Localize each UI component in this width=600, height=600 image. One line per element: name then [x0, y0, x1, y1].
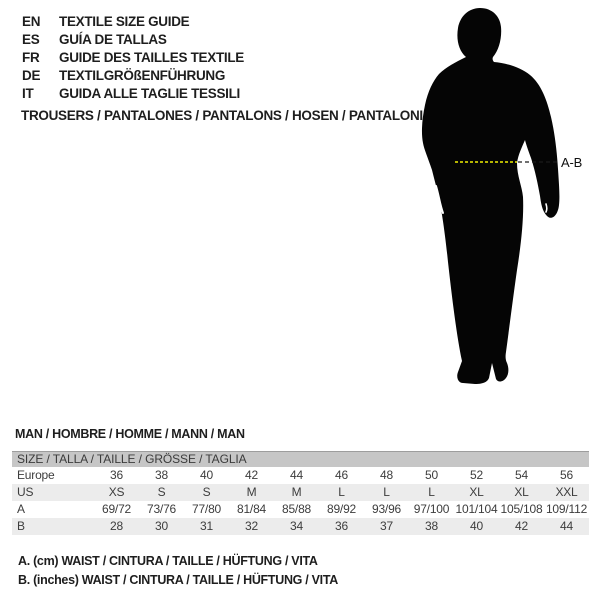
language-label: GUIDA ALLE TAGLIE TESSILI — [59, 86, 240, 101]
table-row-us — [12, 484, 589, 501]
table-cell: 85/88 — [281, 502, 312, 516]
row-label: Europe — [17, 468, 55, 482]
size-table-header: SIZE / TALLA / TAILLE / GRÖSSE / TAGLIA — [12, 451, 589, 467]
language-code: IT — [22, 86, 34, 101]
table-cell: 36 — [335, 519, 348, 533]
table-cell: 31 — [200, 519, 213, 533]
man-silhouette-svg — [405, 0, 600, 400]
table-row-b-inches — [12, 518, 589, 535]
note-a: A. (cm) WAIST / CINTURA / TAILLE / HÜFTUNG / VITA — [18, 554, 318, 568]
note-b: B. (inches) WAIST / CINTURA / TAILLE / HÜFTUNG / VITA — [18, 573, 338, 587]
table-cell: 89/92 — [326, 502, 357, 516]
table-row-europe — [12, 467, 589, 484]
language-row — [22, 67, 244, 85]
language-label: TEXTILE SIZE GUIDE — [59, 14, 190, 29]
table-cell: 56 — [560, 468, 573, 482]
table-cell: XXL — [555, 485, 578, 499]
table-cell: 44 — [290, 468, 303, 482]
table-cell: 105/108 — [500, 502, 543, 516]
table-cell: 52 — [470, 468, 483, 482]
language-row — [22, 49, 244, 67]
language-row — [22, 13, 244, 31]
table-cell: 50 — [425, 468, 438, 482]
language-code: DE — [22, 68, 41, 83]
table-cell: 48 — [380, 468, 393, 482]
table-cell: 42 — [245, 468, 258, 482]
table-cell: 32 — [245, 519, 258, 533]
table-cell: 38 — [155, 468, 168, 482]
category-title: TROUSERS / PANTALONES / PANTALONS / HOSEN / PANTALONI — [21, 108, 423, 123]
table-cell: XS — [108, 485, 125, 499]
row-label: A — [17, 502, 25, 516]
table-cell: L — [428, 485, 435, 499]
waist-measure-label: A-B — [561, 155, 583, 170]
table-cell: L — [338, 485, 345, 499]
language-label: GUIDE DES TAILLES TEXTILE — [59, 50, 245, 65]
language-label: GUÍA DE TALLAS — [59, 32, 167, 47]
table-cell: 93/96 — [371, 502, 402, 516]
table-row-a-cm — [12, 501, 589, 518]
table-cell: 38 — [425, 519, 438, 533]
language-code: ES — [22, 32, 40, 47]
table-cell: 42 — [515, 519, 528, 533]
language-row — [22, 85, 244, 103]
table-cell: 109/112 — [545, 502, 588, 516]
table-cell: 36 — [110, 468, 123, 482]
table-cell: 97/100 — [413, 502, 450, 516]
table-cell: S — [202, 485, 211, 499]
table-cell: 46 — [335, 468, 348, 482]
language-label: TEXTILGRÖßENFÜHRUNG — [59, 68, 226, 83]
table-cell: 44 — [560, 519, 573, 533]
table-cell: 73/76 — [146, 502, 177, 516]
table-cell: L — [383, 485, 390, 499]
man-silhouette-path — [422, 8, 559, 384]
table-cell: XL — [469, 485, 484, 499]
table-cell: 101/104 — [455, 502, 498, 516]
measurement-notes — [18, 552, 338, 590]
table-cell: 40 — [200, 468, 213, 482]
table-cell: 54 — [515, 468, 528, 482]
language-code: FR — [22, 50, 40, 65]
language-row — [22, 31, 244, 49]
language-list — [22, 13, 244, 103]
table-cell: 37 — [380, 519, 393, 533]
table-cell: 69/72 — [101, 502, 132, 516]
gender-title: MAN / HOMBRE / HOMME / MANN / MAN — [15, 427, 245, 441]
right-hand-highlight — [546, 204, 547, 212]
table-cell: 77/80 — [191, 502, 222, 516]
table-cell: 34 — [290, 519, 303, 533]
table-cell: 40 — [470, 519, 483, 533]
row-label: B — [17, 519, 25, 533]
table-cell: 30 — [155, 519, 168, 533]
man-silhouette-figure — [405, 0, 600, 400]
size-table — [12, 451, 589, 535]
table-cell: M — [246, 485, 257, 499]
language-code: EN — [22, 14, 41, 29]
table-cell: XL — [514, 485, 529, 499]
table-cell: S — [157, 485, 166, 499]
table-cell: 81/84 — [236, 502, 267, 516]
row-label: US — [17, 485, 34, 499]
table-cell: M — [291, 485, 302, 499]
table-cell: 28 — [110, 519, 123, 533]
